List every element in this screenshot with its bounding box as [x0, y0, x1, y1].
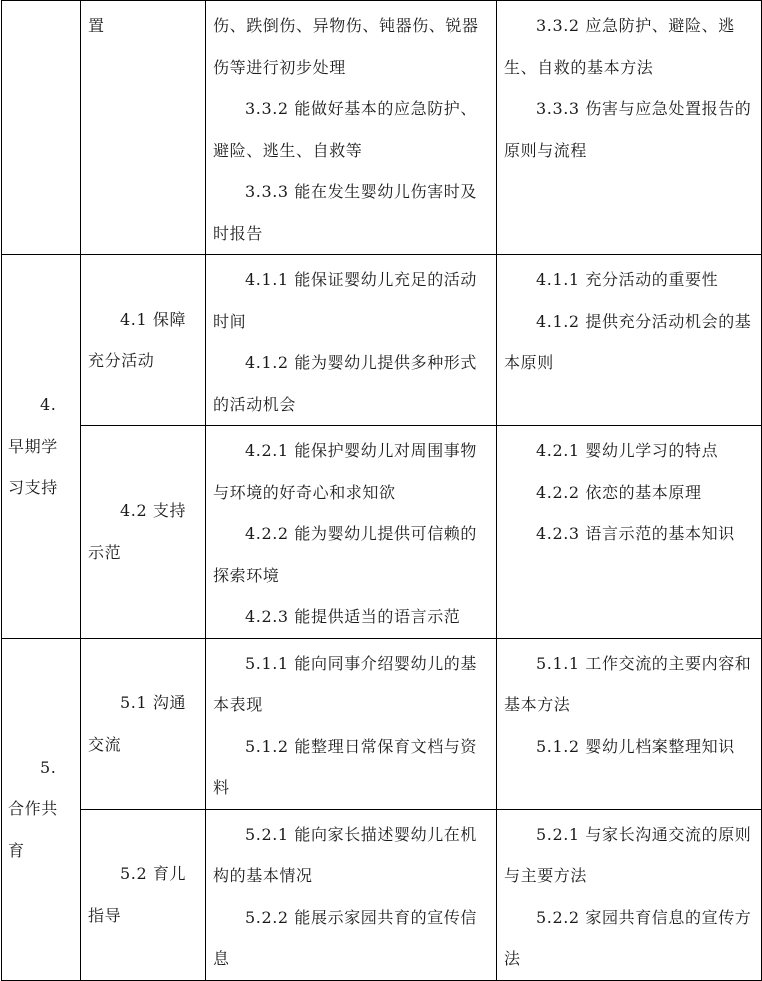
table-row: [2, 255, 762, 426]
sub-item-label: 4.1 保障充分活动: [88, 309, 187, 370]
knowledge-text: 4.2.3 语言示范的基本知识: [536, 524, 735, 543]
sub-item-label: 置: [88, 16, 105, 35]
skill-text: 4.2.2 能为婴幼儿提供可信赖的探索环境: [213, 524, 477, 585]
skill-requirements-cell: [206, 1, 497, 255]
category-label: 4.早期学习支持: [8, 395, 58, 497]
knowledge-text: 4.2.1 婴幼儿学习的特点: [536, 441, 719, 460]
table-row: [2, 638, 762, 809]
skill-text: 4.1.2 能为婴幼儿提供多种形式的活动机会: [213, 353, 477, 414]
sub-item-cell: [81, 809, 206, 980]
skill-text: 4.2.1 能保护婴幼儿对周围事物与环境的好奇心和求知欲: [213, 441, 477, 502]
knowledge-requirements-cell: [497, 255, 762, 426]
skill-requirements-cell: [206, 809, 497, 980]
sub-item-cell: [81, 255, 206, 426]
table-row: [2, 809, 762, 980]
knowledge-text: 3.3.2 应急防护、避险、逃生、自救的基本方法: [504, 16, 735, 77]
knowledge-requirements-cell: [497, 638, 762, 809]
category-cell: [2, 255, 81, 639]
knowledge-text: 5.1.1 工作交流的主要内容和基本方法: [504, 653, 752, 714]
sub-item-cell: [81, 1, 206, 255]
knowledge-text: 5.1.2 婴幼儿档案整理知识: [536, 736, 735, 756]
skill-requirements-cell: [206, 255, 497, 426]
skill-text: 伤、跌倒伤、异物伤、钝器伤、锐器伤等进行初步处理: [213, 16, 479, 77]
table-row: [2, 426, 762, 639]
skill-text: 3.3.2 能做好基本的应急防护、避险、逃生、自救等: [213, 99, 477, 160]
table-row: [2, 1, 762, 255]
knowledge-requirements-cell: [497, 426, 762, 639]
skill-requirements-cell: [206, 426, 497, 639]
category-label: 5.合作共育: [8, 757, 58, 860]
knowledge-text: 4.1.1 充分活动的重要性: [536, 270, 719, 289]
sub-item-label: 5.1 沟通交流: [88, 693, 187, 754]
skill-requirements-cell: [206, 638, 497, 809]
sub-item-cell: [81, 426, 206, 639]
category-cell: [2, 638, 81, 980]
skill-text: 5.2.1 能向家长描述婴幼儿在机构的基本情况: [213, 824, 477, 885]
sub-item-label: 4.2 支持示范: [88, 501, 187, 562]
skill-text: 5.2.2 能展示家园共育的宣传信息: [213, 907, 477, 968]
competency-table: [1, 0, 762, 981]
knowledge-text: 3.3.3 伤害与应急处置报告的原则与流程: [504, 99, 752, 160]
sub-item-label: 5.2 育儿指导: [88, 864, 187, 925]
skill-text: 5.1.2 能整理日常保育文档与资料: [213, 736, 477, 797]
knowledge-text: 4.2.2 依恋的基本原理: [536, 482, 702, 502]
skill-text: 4.2.3 能提供适当的语言示范: [245, 607, 461, 626]
category-cell-empty: [2, 1, 81, 255]
knowledge-text: 5.2.2 家园共育信息的宣传方法: [504, 907, 752, 968]
knowledge-text: 4.1.2 提供充分活动机会的基本原则: [504, 311, 752, 372]
knowledge-requirements-cell: [497, 1, 762, 255]
knowledge-text: 5.2.1 与家长沟通交流的原则与主要方法: [504, 824, 752, 885]
skill-text: 3.3.3 能在发生婴幼儿伤害时及时报告: [213, 182, 477, 243]
sub-item-cell: [81, 638, 206, 809]
knowledge-requirements-cell: [497, 809, 762, 980]
skill-text: 5.1.1 能向同事介绍婴幼儿的基本表现: [213, 653, 477, 714]
skill-text: 4.1.1 能保证婴幼儿充足的活动时间: [213, 270, 477, 331]
